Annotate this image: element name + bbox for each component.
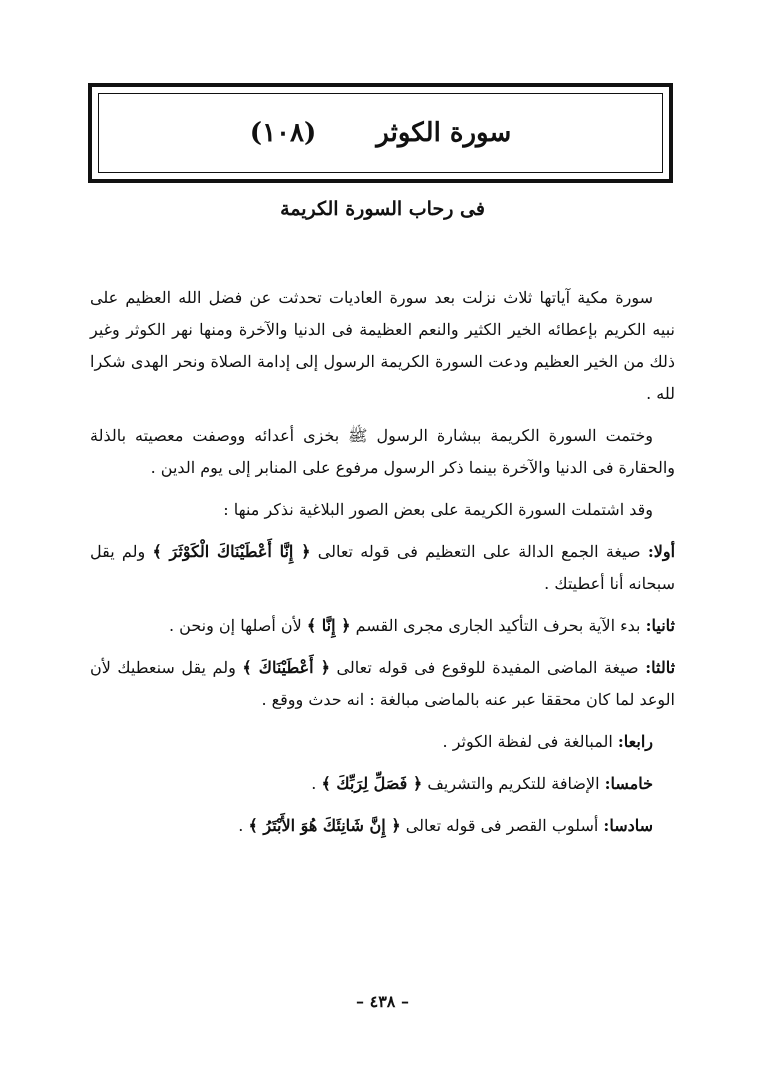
body-text (90, 282, 675, 852)
point-fifth (90, 768, 675, 800)
point-fifth-label: خامسا: (604, 774, 653, 793)
page-number: – ٤٣٨ – (356, 992, 409, 1011)
closing-paragraph: وختمت السورة الكريمة ببشارة الرسول ﷺ بخزى أعدائه ووصفت معصيته بالذلة والحقارة فى الدنيا والآخرة بينما ذكر الرسول مرفوع على المنابر إلى يوم الدين . (90, 426, 675, 477)
point-sixth (90, 810, 675, 842)
point-first-tail: ولم يقل سبحانه أنا أعطيتك . (90, 542, 675, 593)
point-third-verse: ﴿ أَعْطَيْنَاكَ ﴾ (242, 658, 330, 677)
surah-name: سورة الكوثر (376, 118, 512, 148)
point-fifth-text: الإضافة للتكريم والتشريف (427, 774, 600, 793)
point-sixth-verse: ﴿ إِنَّ شَانِئَكَ هُوَ الأَبْتَرُ ﴾ (248, 816, 401, 835)
point-first-verse: ﴿ إِنَّا أَعْطَيْنَاكَ الْكَوْثَرَ ﴾ (152, 542, 311, 561)
point-first-label: أولا: (647, 542, 676, 561)
point-second (90, 610, 675, 642)
point-third-tail: ولم يقل سنعطيك لأن الوعد لما كان محققا عبر عنه بالماضى مبالغة : انه حدث ووقع . (90, 658, 675, 709)
point-third-label: ثالثا: (645, 658, 676, 677)
intro-paragraph: سورة مكية آياتها ثلاث نزلت بعد سورة العاديات تحدثت عن فضل الله العظيم على نبيه الكريم بإعطائه الخير الكثير والنعم العظيمة فى الدنيا والآخرة ومنها نهر الكوثر وغير ذلك من الخير العظيم ودعت السورة الكريمة الرسول إلى إدامة الصلاة ونحر الهدى شكرا لله . (90, 288, 675, 403)
point-sixth-tail: . (238, 816, 244, 835)
surah-number: (١٠٨) (249, 118, 317, 148)
point-second-label: ثانيا: (645, 616, 675, 635)
point-sixth-label: سادسا: (603, 816, 653, 835)
title-frame (88, 83, 673, 183)
point-third (90, 652, 675, 716)
point-sixth-text: أسلوب القصر فى قوله تعالى (405, 816, 599, 835)
point-second-tail: لأن أصلها إن ونحن . (168, 616, 302, 635)
title-inner-frame (98, 93, 663, 173)
point-fourth-text: المبالغة فى لفظة الكوثر . (442, 732, 613, 751)
point-third-text: صيغة الماضى المفيدة للوقوع فى قوله تعالى (336, 658, 639, 677)
section-subtitle: فى رحاب السورة الكريمة (280, 198, 485, 220)
point-fourth-label: رابعا: (617, 732, 653, 751)
point-second-verse: ﴿ إِنَّا ﴾ (306, 616, 351, 635)
rhetoric-intro-paragraph: وقد اشتملت السورة الكريمة على بعض الصور البلاغية نذكر منها : (223, 500, 653, 519)
point-first (90, 536, 675, 600)
point-fifth-verse: ﴿ فَصَلِّ لِرَبِّكَ ﴾ (321, 774, 423, 793)
point-fifth-tail: . (311, 774, 317, 793)
point-second-text: بدء الآية بحرف التأكيد الجارى مجرى القسم (355, 616, 641, 635)
point-fourth (90, 726, 675, 758)
point-first-text: صيغة الجمع الدالة على التعظيم فى قوله تعالى (317, 542, 641, 561)
